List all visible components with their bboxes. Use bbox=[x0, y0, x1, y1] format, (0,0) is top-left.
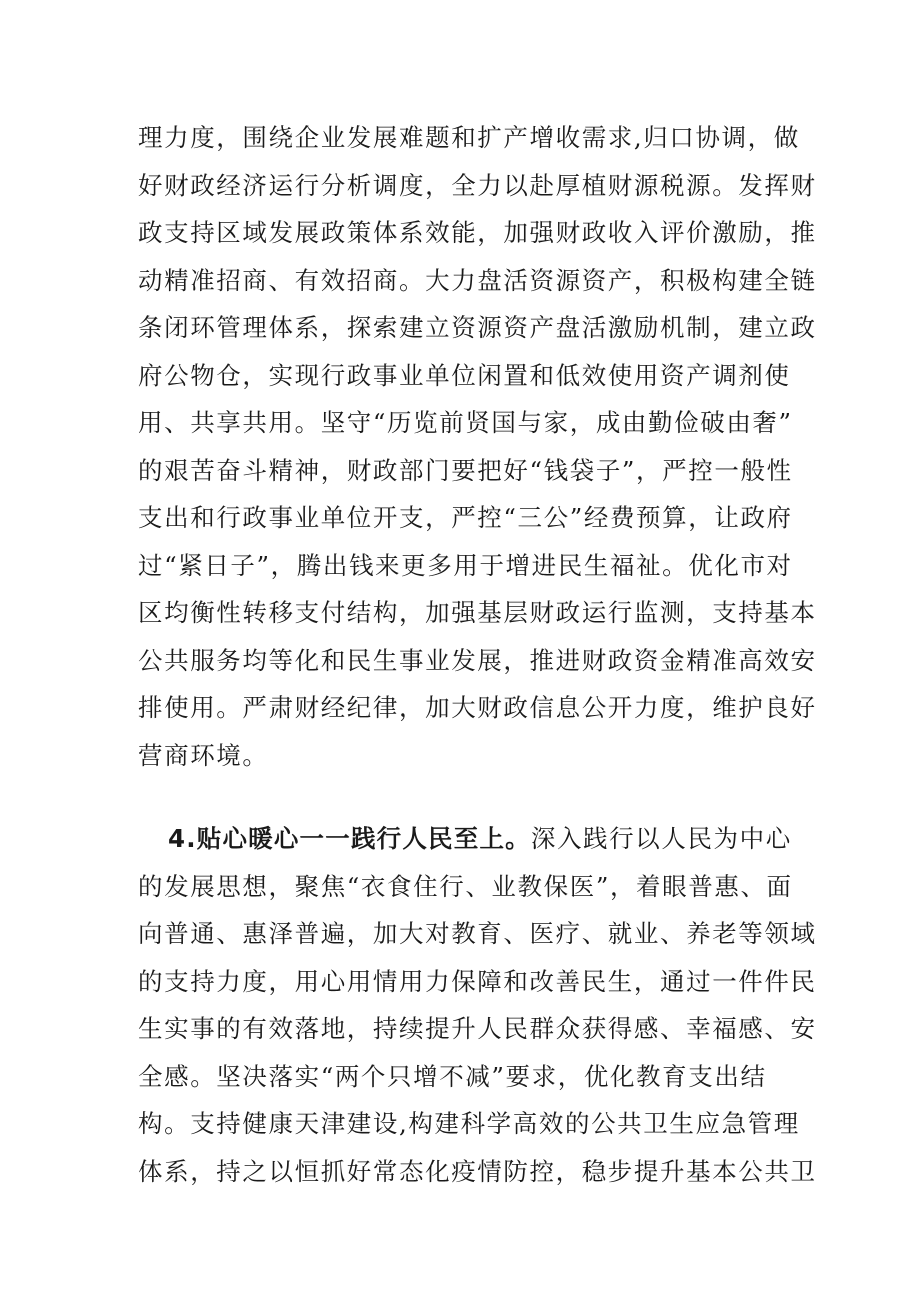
text-line: 营商环境。 bbox=[138, 740, 269, 770]
text-line: 向普通、惠泽普遍，加大对教育、医疗、就业、养老等领域 bbox=[138, 919, 817, 948]
text-line: 区均衡性转移支付结构，加强基层财政运行监测，支持基本 bbox=[138, 598, 817, 627]
text-line: 全感。坚决落实“两个只增不减”要求，优化教育支出结 bbox=[138, 1061, 767, 1091]
paragraph-people-first bbox=[138, 815, 817, 1195]
text-line: 构。支持健康天津建设,构建科学高效的公共卫生应急管理 bbox=[138, 1109, 800, 1138]
text-line: 过“紧日子”，腾出钱来更多用于增进民生福祉。优化市对 bbox=[138, 550, 793, 580]
text-line: 政支持区域发展政策体系效能，加强财政收入评价激励，推 bbox=[138, 218, 817, 247]
heading-line-text: 深入践行以人民为中心 bbox=[530, 824, 792, 853]
heading-line bbox=[138, 815, 798, 863]
text-line: 排使用。严肃财经纪律，加大财政信息公开力度，维护良好 bbox=[138, 693, 817, 722]
text-line: 体系，持之以恒抓好常态化疫情防控，稳步提升基本公共卫 bbox=[138, 1156, 817, 1186]
paragraph-fiscal-management bbox=[138, 114, 817, 779]
section-heading: 4.贴心暖心一一践行人民至上。 bbox=[168, 824, 531, 853]
text-line: 生实事的有效落地，持续提升人民群众获得感、幸福感、安 bbox=[138, 1014, 817, 1043]
text-line: 用、共享共用。坚守“历览前贤国与家，成由勤俭破由奢” bbox=[138, 408, 793, 437]
text-line: 理力度，围绕企业发展难题和扩产增收需求,归口协调，做 bbox=[138, 123, 800, 152]
text-line: 的支持力度，用心用情用力保障和改善民生，通过一件件民 bbox=[138, 966, 817, 996]
text-line: 动精准招商、有效招商。大力盘活资源资产，积极构建全链 bbox=[138, 265, 817, 295]
text-line: 的艰苦奋斗精神，财政部门要把好“钱袋子”，严控一般性 bbox=[138, 455, 793, 485]
text-line: 的发展思想，聚焦“衣食住行、业教保医”，着眼普惠、面 bbox=[138, 871, 793, 901]
text-line: 好财政经济运行分析调度，全力以赴厚植财源税源。发挥财 bbox=[138, 170, 817, 200]
text-line: 支出和行政事业单位开支，严控“三公”经费预算，让政府 bbox=[138, 503, 793, 532]
text-line: 条闭环管理体系，探索建立资源资产盘活激励机制，建立政 bbox=[138, 313, 817, 342]
text-line: 公共服务均等化和民生事业发展，推进财政资金精准高效安 bbox=[138, 645, 817, 675]
text-line: 府公物仓，实现行政事业单位闲置和低效使用资产调剂使 bbox=[138, 360, 791, 390]
